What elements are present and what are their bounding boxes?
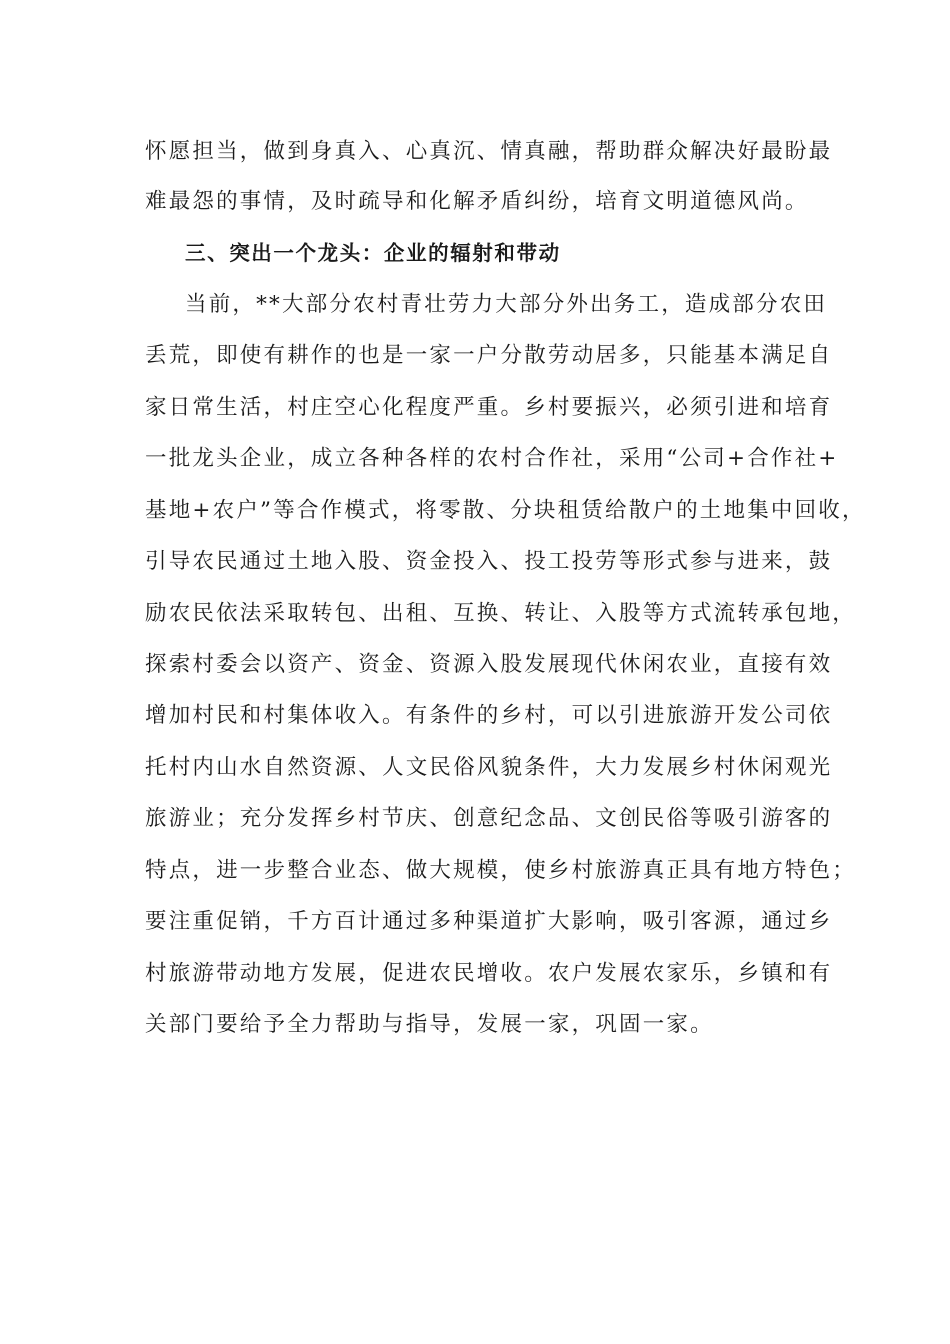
text-line: 励农民依法采取转包、出租、互换、转让、入股等方式流转承包地， [145,601,857,626]
paragraph-first-line: 当前，**大部分农村青壮劳力大部分外出务工，造成部分农田 [185,292,828,317]
text-line: 特点，进一步整合业态、做大规模，使乡村旅游真正具有地方特色； [145,858,857,883]
text-line: 探索村委会以资产、资金、资源入股发展现代休闲农业，直接有效 [145,652,833,677]
text-line: 增加村民和村集体收入。有条件的乡村，可以引进旅游开发公司依 [145,703,833,728]
text-line: 关部门要给予全力帮助与指导，发展一家，巩固一家。 [145,1012,714,1037]
text-line: 基地+农户”等合作模式，将零散、分块租赁给散户的土地集中回收， [145,498,866,523]
text-line: 怀愿担当，做到身真入、心真沉、情真融，帮助群众解决好最盼最 [145,139,833,164]
section-heading: 三、突出一个龙头：企业的辐射和带动 [185,241,561,265]
text-line: 引导农民通过土地入股、资金投入、投工投劳等形式参与进来，鼓 [145,549,833,574]
text-line: 难最怨的事情，及时疏导和化解矛盾纠纷，培育文明道德风尚。 [145,189,809,214]
text-line: 托村内山水自然资源、人文民俗风貌条件，大力发展乡村休闲观光 [145,755,833,780]
text-line: 村旅游带动地方发展，促进农民增收。农户发展农家乐，乡镇和有 [145,961,833,986]
text-line: 家日常生活，村庄空心化程度严重。乡村要振兴，必须引进和培育 [145,395,833,420]
text-line: 旅游业；充分发挥乡村节庆、创意纪念品、文创民俗等吸引游客的 [145,806,833,831]
text-line: 一批龙头企业，成立各种各样的农村合作社，采用“公司+合作社+ [145,446,839,471]
text-line: 要注重促销，千方百计通过多种渠道扩大影响，吸引客源，通过乡 [145,909,833,934]
text-line: 丢荒，即使有耕作的也是一家一户分散劳动居多，只能基本满足自 [145,343,833,368]
